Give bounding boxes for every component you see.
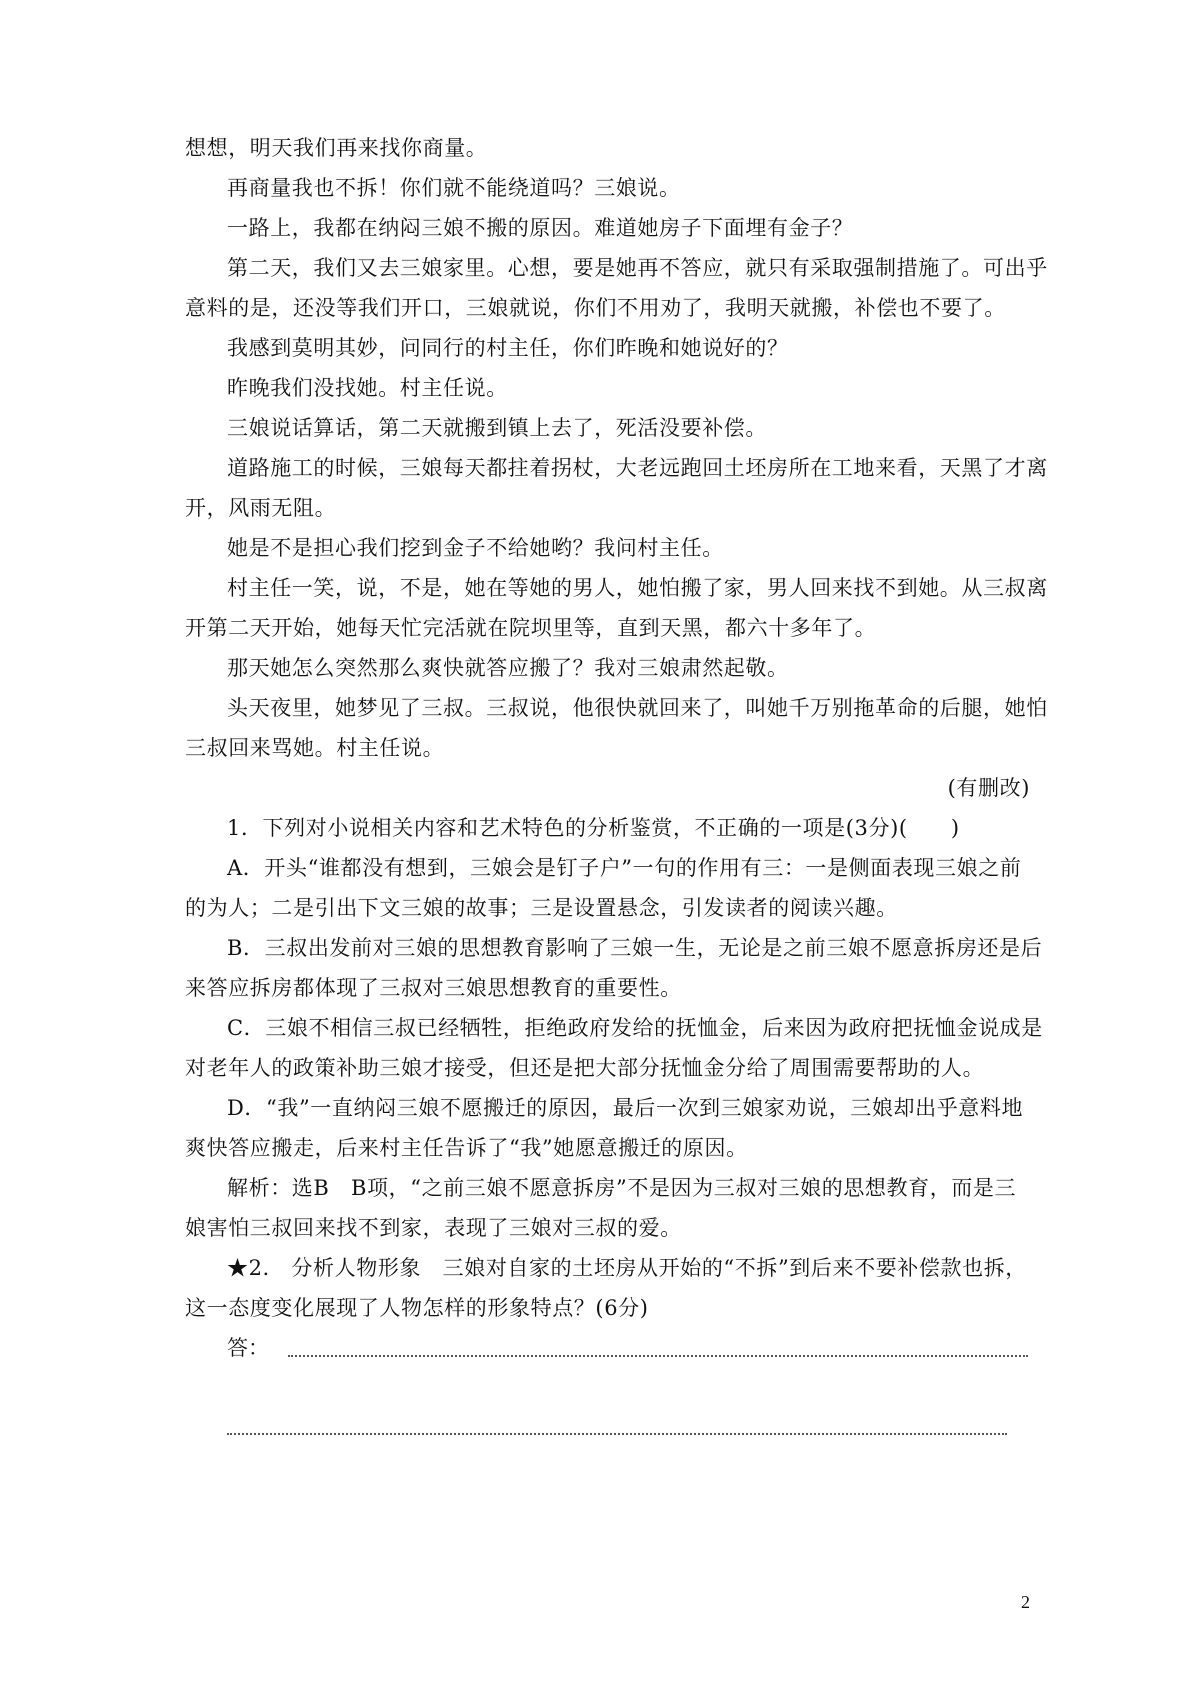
text-line: 村主任一笑，说，不是，她在等她的男人，她怕搬了家，男人回来找不到她。从三叔离 (227, 576, 1048, 600)
text-line: 再商量我也不拆！你们就不能绕道吗？三娘说。 (227, 176, 681, 200)
text-line: 昨晚我们没找她。村主任说。 (227, 376, 508, 400)
text-line: 头天夜里，她梦见了三叔。三叔说，他很快就回来了，叫她千万别拖革命的后腿，她怕 (227, 696, 1048, 720)
text-line: 一路上，我都在纳闷三娘不搬的原因。难道她房子下面埋有金子？ (227, 216, 854, 240)
text-line: 开第二天开始，她每天忙完活就在院坝里等，直到天黑，都六十多年了。 (185, 616, 877, 640)
revision-note: (有删改) (947, 776, 1030, 800)
text-line: 那天她怎么突然那么爽快就答应搬了？我对三娘肃然起敬。 (227, 656, 789, 680)
option-a: A．开头“谁都没有想到，三娘会是钉子户”一句的作用有三：一是侧面表现三娘之前 (227, 856, 1022, 880)
option-b-cont: 来答应拆房都体现了三叔对三娘思想教育的重要性。 (185, 976, 682, 1000)
text-line: 她是不是担心我们挖到金子不给她哟？我问村主任。 (227, 536, 724, 560)
question-2: ★2. 分析人物形象 三娘对自家的土坯房从开始的“不拆”到后来不要补偿款也拆， (227, 1256, 1027, 1280)
option-c: C．三娘不相信三叔已经牺牲，拒绝政府发给的抚恤金，后来因为政府把抚恤金说成是 (227, 1016, 1043, 1040)
page-number: 2 (1021, 1592, 1030, 1612)
question-2-cont: 这一态度变化展现了人物怎样的形象特点？(6分) (185, 1296, 649, 1320)
answer-label: 答： (227, 1336, 269, 1360)
option-b: B．三叔出发前对三娘的思想教育影响了三娘一生，无论是之前三娘不愿意拆房还是后 (227, 936, 1043, 960)
answer-line[interactable] (288, 1355, 1028, 1357)
question-1: 1．下列对小说相关内容和艺术特色的分析鉴赏，不正确的一项是(3分)( ) (227, 816, 960, 840)
option-d-cont: 爽快答应搬走，后来村主任告诉了“我”她愿意搬迁的原因。 (185, 1136, 748, 1160)
analysis: 解析：选B B项，“之前三娘不愿意拆房”不是因为三叔对三娘的思想教育，而是三 (227, 1176, 1017, 1200)
text-line: 开，风雨无阻。 (185, 496, 337, 520)
text-line: 意料的是，还没等我们开口，三娘就说，你们不用劝了，我明天就搬，补偿也不要了。 (185, 296, 1006, 320)
text-line: 三娘说话算话，第二天就搬到镇上去了，死活没要补偿。 (227, 416, 767, 440)
option-d: D．“我”一直纳闷三娘不愿搬迁的原因，最后一次到三娘家劝说，三娘却出乎意料地 (227, 1096, 1024, 1120)
text-line: 三叔回来骂她。村主任说。 (185, 736, 445, 760)
option-c-cont: 对老年人的政策补助三娘才接受，但还是把大部分抚恤金分给了周围需要帮助的人。 (185, 1056, 985, 1080)
analysis-cont: 娘害怕三叔回来找不到家，表现了三娘对三叔的爱。 (185, 1216, 682, 1240)
text-line: 我感到莫明其妙，问同行的村主任，你们昨晚和她说好的？ (227, 336, 789, 360)
option-a-cont: 的为人；二是引出下文三娘的故事；三是设置悬念，引发读者的阅读兴趣。 (185, 896, 898, 920)
text-line: 道路施工的时候，三娘每天都拄着拐杖，大老远跑回土坯房所在工地来看，天黑了才离 (227, 456, 1048, 480)
text-line: 第二天，我们又去三娘家里。心想，要是她再不答应，就只有采取强制措施了。可出乎 (227, 256, 1048, 280)
answer-line[interactable] (227, 1433, 1007, 1435)
text-line: 想想，明天我们再来找你商量。 (185, 136, 488, 160)
